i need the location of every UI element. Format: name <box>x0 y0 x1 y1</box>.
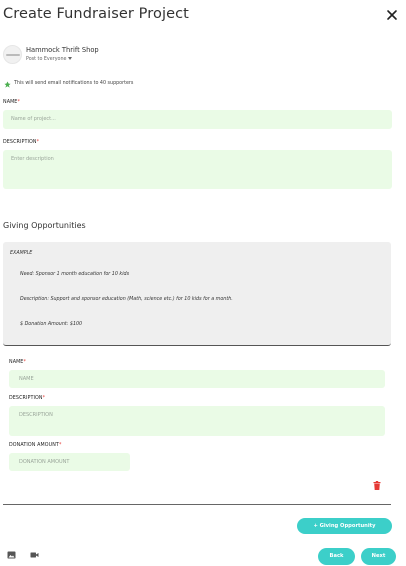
donation-amount-label-text: DONATION AMOUNT <box>9 443 59 448</box>
add-giving-opportunity-button[interactable]: + Giving Opportunity <box>297 518 392 534</box>
opportunity-name-placeholder: NAME <box>19 376 34 382</box>
close-icon[interactable] <box>385 8 399 22</box>
back-button[interactable]: Back <box>318 548 355 565</box>
trash-icon[interactable] <box>373 481 381 490</box>
required-marker: * <box>17 100 20 105</box>
required-marker: * <box>42 396 46 401</box>
project-description-label-text: DESCRIPTION <box>3 140 37 145</box>
opportunity-name-input[interactable] <box>9 370 385 388</box>
example-description: Description: Support and sponsor education (Math, science etc.) for 10 kids for a month. <box>20 297 233 302</box>
project-name-placeholder: Name of project... <box>11 116 56 122</box>
example-need: Need: Sponsor 1 month education for 10 kids <box>20 272 130 277</box>
opportunity-name-label <box>9 360 26 365</box>
example-box <box>3 242 391 346</box>
project-description-input[interactable] <box>3 150 392 189</box>
donation-amount-placeholder: DONATION AMOUNT <box>19 459 70 465</box>
project-description-placeholder: Enter description <box>11 156 54 162</box>
next-button[interactable]: Next <box>361 548 396 565</box>
donation-amount-input[interactable] <box>9 453 130 471</box>
audience-dropdown[interactable] <box>26 57 72 62</box>
opportunity-description-input[interactable] <box>9 406 385 436</box>
project-description-label <box>3 140 39 145</box>
example-amount: $ Donation Amount: $100 <box>20 322 83 327</box>
avatar <box>3 45 22 64</box>
project-name-input[interactable] <box>3 110 392 129</box>
required-marker: * <box>58 443 62 448</box>
project-name-label <box>3 100 20 105</box>
project-name-label-text: NAME <box>3 100 18 105</box>
required-marker: * <box>36 140 40 145</box>
caret-down-icon <box>68 57 72 60</box>
example-heading: EXAMPLE <box>10 251 33 256</box>
opportunity-description-placeholder: DESCRIPTION <box>19 412 53 418</box>
opportunity-name-label-text: NAME <box>9 360 24 365</box>
account-name: Hammock Thrift Shop <box>26 46 99 54</box>
leaf-icon <box>4 81 11 88</box>
opportunity-description-label-text: DESCRIPTION <box>9 396 43 401</box>
modal-header <box>3 6 403 26</box>
notification-text: This will send email notifications to 40 supporters <box>14 81 134 86</box>
video-camera-icon[interactable] <box>30 551 39 559</box>
audience-label: Post to Everyone <box>26 57 67 62</box>
donation-amount-label <box>9 443 61 448</box>
opportunity-description-label <box>9 396 45 401</box>
modal-title: Create Fundraiser Project <box>3 6 189 22</box>
giving-opportunities-heading: Giving Opportunities <box>3 221 86 230</box>
required-marker: * <box>23 360 26 365</box>
poster-account <box>3 44 203 66</box>
image-icon[interactable] <box>7 551 16 559</box>
